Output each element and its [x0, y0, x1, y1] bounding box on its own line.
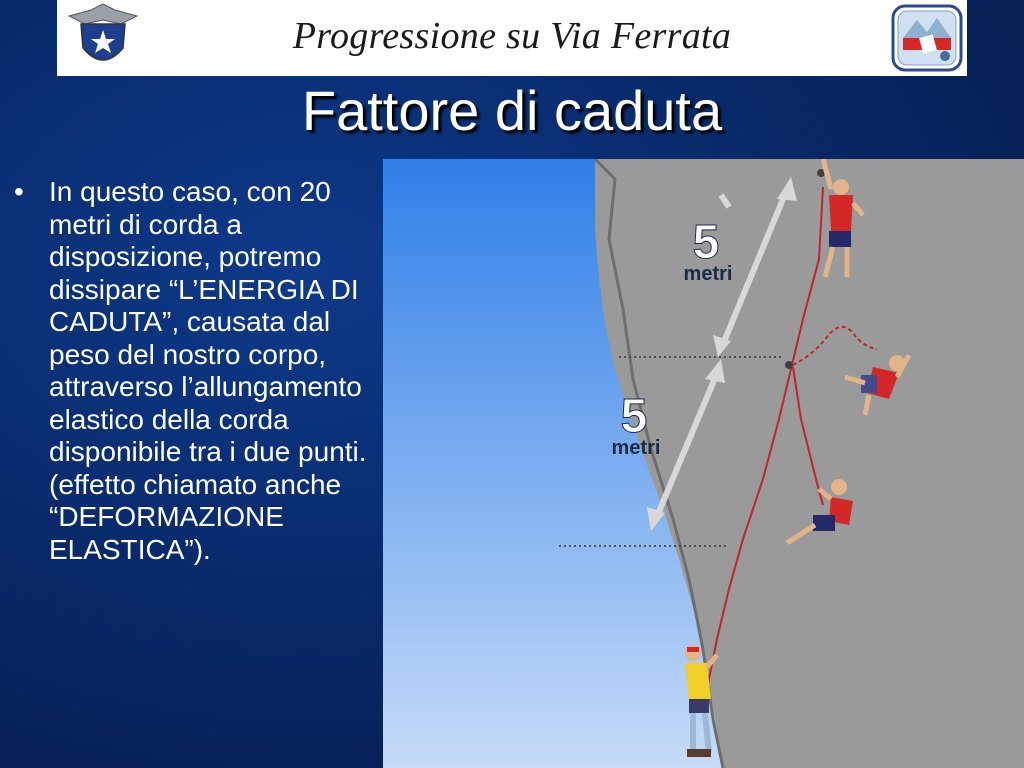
bullet-note: (effetto chiamato anche “DEFORMAZIONE ELASTICA”). — [49, 468, 342, 565]
middle-anchor — [785, 361, 793, 369]
bullet-marker: • — [14, 176, 24, 207]
lower-distance-unit: metri — [611, 437, 661, 459]
upper-distance-value: 5 — [692, 216, 720, 269]
banner-title: Progressione su Via Ferrata — [292, 15, 732, 57]
bullet-item — [14, 176, 374, 566]
upper-distance-unit: metri — [683, 263, 733, 285]
cai-section-badge-logo — [891, 4, 963, 72]
bullet-text — [49, 176, 374, 566]
slide-title: Fattore di caduta — [301, 79, 723, 142]
lower-distance-value: 5 — [620, 390, 648, 443]
fall-factor-illustration — [383, 159, 1024, 768]
bullet-paragraph: In questo caso, con 20 metri di corda a disposizione, potremo dissipare “L’ENERGIA DI CADUTA”, causata dal peso del nostro corpo, attraverso l’allungamento elastico della corda disponibile tra i due punti. — [49, 176, 367, 467]
header-banner — [57, 0, 967, 76]
